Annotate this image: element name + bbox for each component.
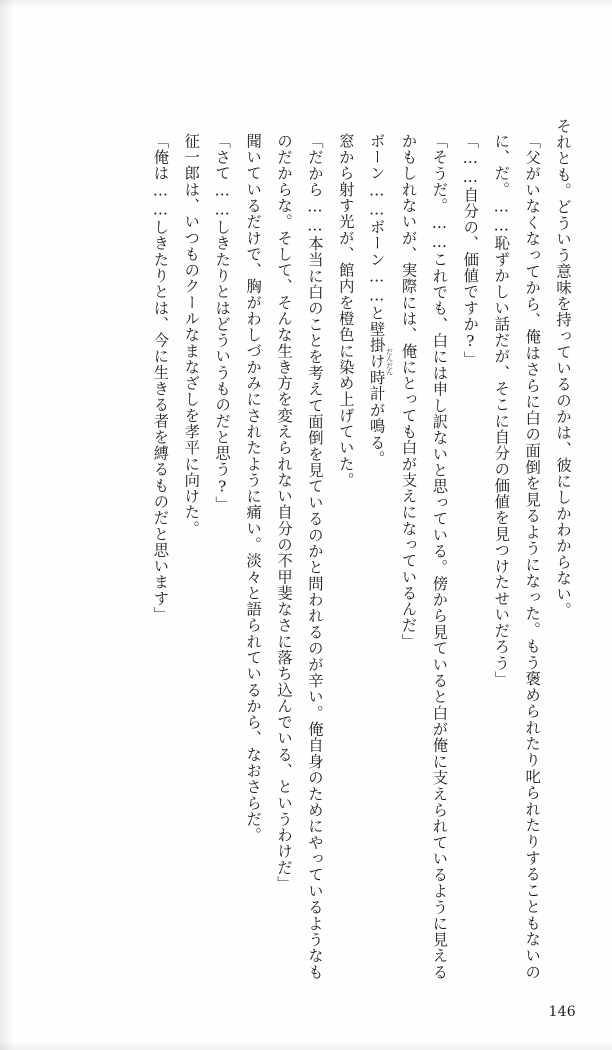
page-edge-shading-left [0,0,14,1050]
page-edge-shading-top [0,0,612,10]
paragraph: 征一郎は、いつものクールなまなざしを孝平に向けた。 [182,133,201,537]
paragraph: 聞いているだけで、胸がわしづかみにされたように痛い。淡々と語られているから、なおさらだ。 [244,133,263,844]
page-number: 146 [548,1004,576,1020]
body-text-block [34,118,578,980]
paragraph: それとも。どういう意味を持っているのかは、彼にしかわからない。 [554,118,572,619]
paragraph: 「父がいなくなってから、俺はさらに白の面倒を見るようになった。もう褒められたり叱られたりすることもないのに、だ。……恥ずかしい話だが、そこに自分の価値を見つけたせいだろう」 [492,133,542,980]
paragraph: 「だから……本当に白のことを考えて面倒を見ているのかと問われるのが辛い。俺自身のためにやっているようなものだからな。そして、そんな生き方を変えられない自分の不甲斐なさに落ち込んでいる、というわけだ」 [274,133,324,980]
paragraph: 窓から射す光が、館内を橙色に染め上げていた。 [336,133,355,489]
paragraph: 「さて……しきたりとはどういうものだと思う?」 [213,133,232,513]
paragraph-with-ruby: ボーン……ボーン……と壁掛け時計 だんだんが鳴る。 [367,133,393,467]
paragraph: 「俺は……しきたりとは、今に生きる者を縛るものだと思います」 [151,133,170,623]
paragraph: 「……自分の、価値ですか?」 [461,133,480,368]
paragraph: 「そうだ。……これでも、白には申し訳ないと思っている。傍から見ていると白が俺に支えられているように見えるかもしれないが、実際には、俺にとっても白が支えになっているんだ」 [399,133,449,980]
page-edge-shading-bottom [0,1040,612,1050]
